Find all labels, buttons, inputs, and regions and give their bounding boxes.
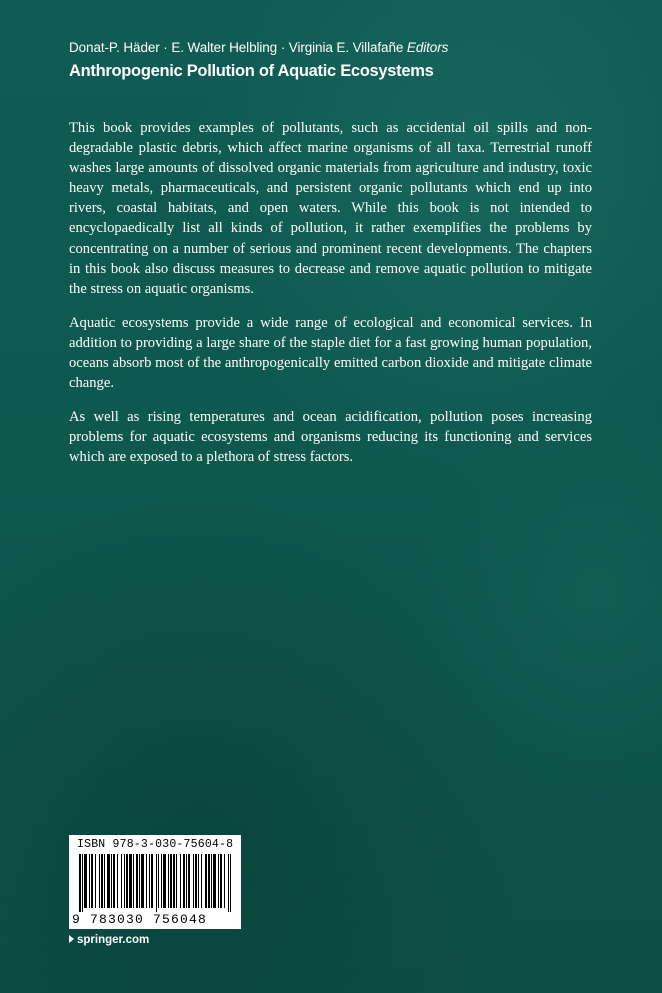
barcode-bar bbox=[208, 854, 210, 908]
barcode-digits: 9 783030 756048 bbox=[72, 912, 208, 927]
barcode-bar bbox=[176, 854, 177, 908]
publisher-url: springer.com bbox=[77, 934, 150, 946]
barcode-bar bbox=[141, 854, 144, 908]
barcode-bar bbox=[95, 854, 96, 908]
barcode-bar bbox=[113, 854, 115, 908]
barcode-bar bbox=[163, 854, 166, 908]
barcode-bar bbox=[104, 854, 105, 908]
barcode-bar bbox=[218, 854, 219, 908]
barcode-bar bbox=[107, 854, 110, 908]
barcode-bar bbox=[151, 854, 153, 908]
barcode-bar bbox=[121, 854, 122, 908]
barcode-bar bbox=[158, 854, 159, 908]
barcode-bar bbox=[183, 854, 185, 908]
barcode-bar bbox=[149, 854, 150, 908]
barcode-bar bbox=[156, 854, 157, 912]
blurb-paragraph-3: As well as rising temperatures and ocean acidification, pollution poses increasing problems for aquatic ecosystems and organisms reducing its functioning and services which are exposed to a plethora of stress factors. bbox=[69, 409, 592, 466]
barcode-bar bbox=[79, 854, 81, 912]
triangle-right-icon bbox=[69, 935, 74, 943]
barcode-bar bbox=[99, 854, 100, 908]
isbn-label: ISBN 978-3-030-75604-8 bbox=[77, 838, 234, 851]
barcode-bar bbox=[136, 854, 138, 908]
barcode-bar bbox=[211, 854, 212, 908]
barcode-bar bbox=[84, 854, 87, 908]
barcode-bar bbox=[129, 854, 132, 908]
barcode-bar bbox=[205, 854, 207, 908]
blurb bbox=[69, 118, 592, 482]
barcode-bar bbox=[186, 854, 187, 908]
barcode-bar bbox=[117, 854, 118, 908]
barcode-bar bbox=[188, 854, 190, 908]
barcode-bar bbox=[101, 854, 103, 908]
editors-names: Donat-P. Häder · E. Walter Helbling · Virginia E. Villafañe bbox=[69, 40, 404, 55]
barcode-bar bbox=[139, 854, 140, 908]
barcode-bar bbox=[213, 854, 216, 908]
barcode-bar bbox=[111, 854, 112, 908]
barcode-box bbox=[69, 835, 241, 929]
barcode-bars bbox=[79, 854, 231, 912]
barcode-bar bbox=[193, 854, 194, 908]
barcode-bar bbox=[91, 854, 93, 908]
barcode-bar bbox=[133, 854, 134, 908]
barcode-bar bbox=[195, 854, 197, 908]
barcode-bar bbox=[201, 854, 202, 908]
editors-role: Editors bbox=[406, 40, 449, 55]
barcode-bar bbox=[161, 854, 162, 908]
barcode-bar bbox=[173, 854, 175, 908]
barcode-bar bbox=[89, 854, 90, 908]
barcode-bar bbox=[170, 854, 172, 908]
barcode-bar bbox=[228, 854, 229, 912]
barcode-bar bbox=[224, 854, 225, 908]
editors-line bbox=[69, 40, 629, 55]
barcode-bar bbox=[220, 854, 222, 908]
blurb-paragraph-2: Aquatic ecosystems provide a wide range of ecological and economical services. In addition to providing a large share of the staple diet for a fast growing human population, oceans absorb most of the anthropogenically emitted carbon dioxide and mitigate climate change. bbox=[69, 314, 592, 392]
barcode-bar bbox=[126, 854, 128, 908]
barcode-bar bbox=[180, 854, 181, 908]
barcode-bar bbox=[146, 854, 147, 908]
publisher-link[interactable] bbox=[69, 934, 149, 946]
barcode-bar bbox=[168, 854, 169, 908]
blurb-paragraph-1: This book provides examples of pollutants, such as accidental oil spills and non-degradable plastic debris, which affect marine organisms of all taxa. Terrestrial runoff washes large amounts of dissolved organic materials from agriculture and industry, toxic heavy metals, pharmaceuticals, and persistent organic pollutants which end up into rivers, coastal habitats, and open waters. While this book is not intended to encyclopaedically list all kinds of pollution, it rather exemplifies the problems by concentrating on a number of serious and prominent recent developments. The chapters in this book also discuss measures to decrease and remove aquatic pollution to mitigate the stress on aquatic organisms. bbox=[69, 120, 592, 297]
book-title: Anthropogenic Pollution of Aquatic Ecosystems bbox=[69, 62, 434, 80]
barcode-bar bbox=[124, 854, 125, 908]
barcode-bar bbox=[230, 854, 231, 912]
barcode-bar bbox=[82, 854, 83, 912]
barcode-bar bbox=[198, 854, 199, 908]
